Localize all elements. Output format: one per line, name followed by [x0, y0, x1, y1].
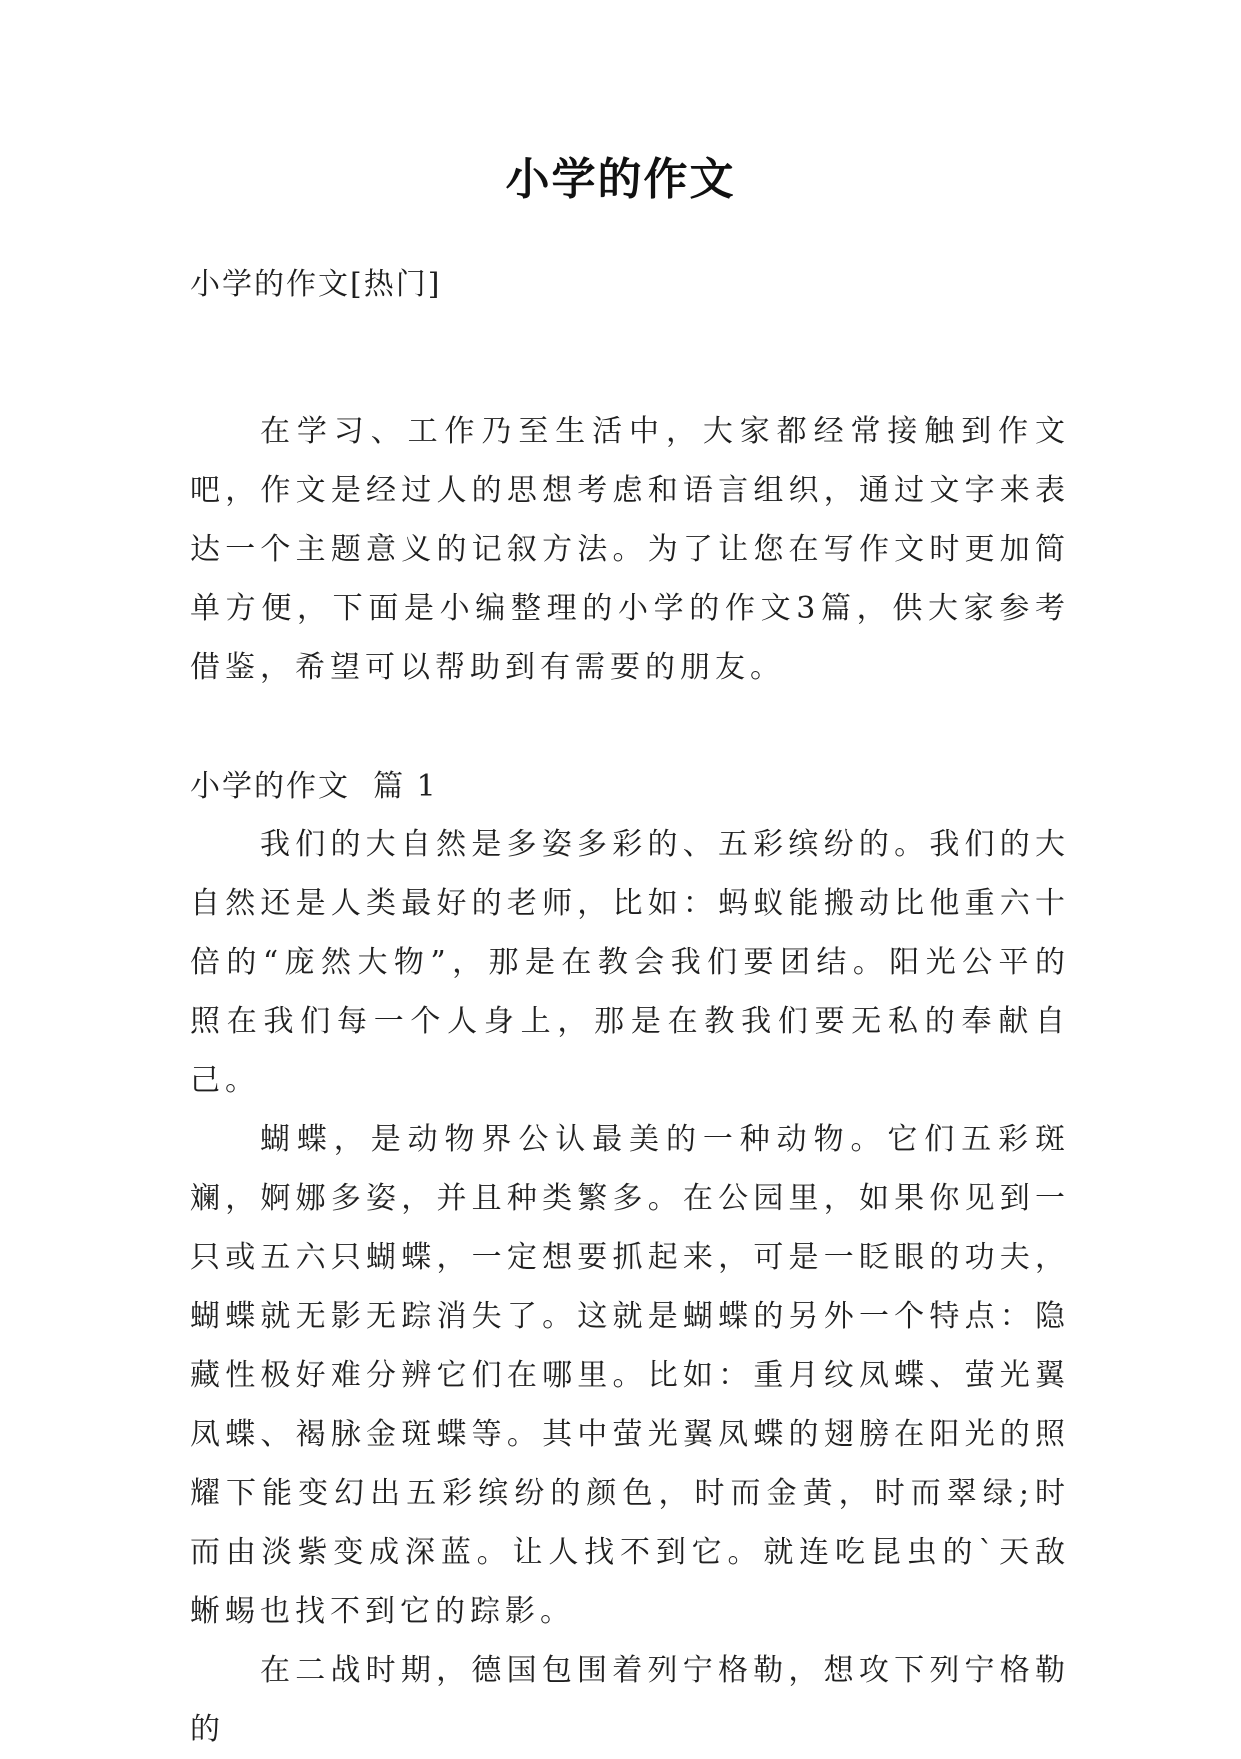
intro-paragraph: 在学习、工作乃至生活中，大家都经常接触到作文吧，作文是经过人的思想考虑和语言组织，通过文字来表达一个主题意义的记叙方法。为了让您在写作文时更加简单方便，下面是小编整理的小学的作文3篇，供大家参考借鉴，希望可以帮助到有需要的朋友。 [190, 414, 1070, 685]
section-body [190, 815, 1070, 1759]
body-paragraph: 在二战时期，德国包围着列宁格勒，想攻下列宁格勒的 [190, 1653, 1070, 1747]
document-title: 小学的作文 [505, 154, 736, 205]
body-paragraph: 我们的大自然是多姿多彩的、五彩缤纷的。我们的大自然还是人类最好的老师，比如：蚂蚁能搬动比他重六十倍的“庞然大物”，那是在教会我们要团结。阳光公平的照在我们每一个人身上，那是在教我们要无私的奉献自己。 [190, 827, 1070, 1098]
intro-section [190, 402, 1070, 697]
body-paragraph: 蝴蝶，是动物界公认最美的一种动物。它们五彩斑斓，婀娜多姿，并且种类繁多。在公园里，如果你见到一只或五六只蝴蝶，一定想要抓起来，可是一眨眼的功夫，蝴蝶就无影无踪消失了。这就是蝴蝶的另外一个特点：隐藏性极好难分辨它们在哪里。比如：重月纹凤蝶、萤光翼凤蝶、褐脉金斑蝶等。其中萤光翼凤蝶的翅膀在阳光的照耀下能变幻出五彩缤纷的颜色，时而金黄，时而翠绿;时而由淡紫变成深蓝。让人找不到它。就连吃昆虫的`天敌蜥蜴也找不到它的踪影。 [190, 1122, 1070, 1629]
document-subtitle: 小学的作文[热门] [190, 267, 442, 302]
section-heading: 小学的作文 篇 1 [190, 769, 438, 804]
